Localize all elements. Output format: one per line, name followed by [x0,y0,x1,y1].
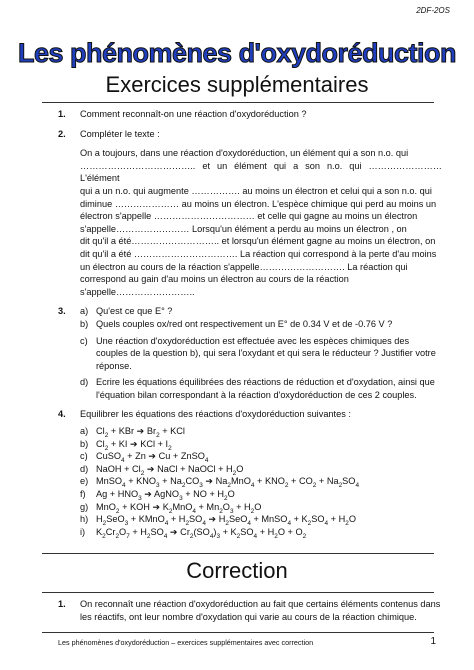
correction-content [58,598,442,623]
sub-text: Qu'est ce que E° ? [96,306,173,317]
text-line: qui a un n.o. qui augmente ……………. au moins un électron et celui qui a son n.o. qui [80,185,432,196]
equation-d: d) NaOH + $Cl_2$ ➔ NaCl + NaOCl + $H_2O$ [80,463,244,477]
question-number: 3. [58,306,66,317]
eq-label: d) [80,463,89,474]
equation-g: g) MnO$_2$ + KOH ➔ $K_2MnO_4 + Mn_2O_3 + H_2O$ [80,501,262,515]
arrow-icon: ➔ [152,501,161,512]
eq-label: f) [80,489,86,500]
correction-heading: Correction [186,558,288,583]
sub-text: Quels couples ox/red ont respectivement un E° de 0.34 V et de -0.76 V ? [96,318,393,329]
equation-a: a) $Cl_2$ + KBr ➔ $Br_2$ + KCl [80,426,185,439]
question-4 [58,408,442,538]
sub-question-d [80,376,442,401]
question-text: Equilibrer les équations des réactions d'oxydoréduction suivantes : [80,409,351,420]
arrow-icon: ➔ [148,451,157,462]
sub-label: d) [80,377,89,388]
arrow-icon: ➔ [208,514,217,525]
question-3 [58,305,442,401]
arrow-icon: ➔ [146,463,155,474]
sub-question-b [80,318,442,331]
eq-label: e) [80,476,89,487]
sub-question-c [80,335,442,373]
equation-h: h) $H_2SeO_3$ + KMnO$_4$ + $H_2SO_4$ ➔ $H_2SeO_4$ + MnSO$_4$ + $K_2SO_4 + H_2O$ [80,514,356,528]
fill-in-text [80,147,442,298]
question-text: Compléter le texte : [80,128,160,139]
equation-i: i) $K_2Cr_2O_7 + H_2SO_4$ ➔ $Cr_2(SO_4)_3 + K_2SO_4 + H_2O + O_2$ [80,526,307,540]
equation-c: c) CuSO$_4$ + Zn ➔ Cu + ZnSO$_4$ [80,451,209,465]
sub-label: c) [80,335,88,346]
text-line: dit qu'il a été ……………………………. La réaction qui correspond à la perte d'au moins [80,248,437,259]
sub-text: Une réaction d'oxydoréduction est effectuée avec les espèces chimiques des couples de la question b), qui sera l'oxydant et qui sera le réducteur ? Justifier votre réponse. [96,335,436,371]
arrow-icon: ➔ [144,489,152,500]
arrow-icon: ➔ [169,526,178,537]
question-number: 2. [58,128,66,139]
divider [42,632,434,633]
text-line: diminue ………………… au moins un électron. L'espèce chimique qui perd au moins un [80,198,437,209]
question-2 [58,128,442,299]
arrow-icon: ➔ [130,438,138,449]
eq-label: i) [80,526,86,537]
equation-f: f) $Ag + HNO_3$ ➔ AgNO$_3$ + NO + $H_2O$ [80,489,235,502]
eq-label: c) [80,451,88,462]
text-line: On a toujours, dans une réaction d'oxydoréduction, un élément qui a son n.o. qui [80,148,409,159]
footer-text: Les phénomènes d'oxydoréduction – exercices supplémentaires avec correction [58,638,314,647]
text-line: électron s'appelle …………………………… et celle qui gagne au moins un électron [80,211,418,222]
page-subtitle: Exercices supplémentaires [105,72,369,97]
page-number: 1 [430,636,436,647]
document-tag: 2DF-2OS [416,6,450,15]
text-line: correspond au gain d'au moins un électron au cours de la réaction [80,274,349,285]
equation-e: e) MnSO$_4$ + $KNO_3 + Na_2CO_3$ ➔ $Na_2MnO_4 + KNO_2 + CO_2 + Na_2SO_4$ [80,476,360,490]
eq-label: a) [80,426,89,437]
sub-label: a) [80,306,89,317]
eq-label: h) [80,514,89,525]
sub-label: b) [80,318,89,329]
arrow-icon: ➔ [136,426,145,437]
page-title: Les phénomènes d'oxydoréduction [18,38,456,68]
divider [42,102,434,103]
equation-b: b) $Cl_2$ + KI ➔ KCl + $I_2$ [80,438,172,452]
question-number: 1. [58,599,66,609]
text-line: ……………………………….. et un élément qui a son n.o. qui …………………… L'élément [80,160,442,184]
divider [42,592,434,593]
divider [42,553,434,554]
sub-question-a [80,305,442,318]
question-text: Comment reconnaît-on une réaction d'oxydoréduction ? [80,109,307,119]
sub-text: Ecrire les équations équilibrées des réactions de réduction et d'oxydation, ainsi que l'équation bilan correspondant à la réaction d'oxydoréduction de ces 2 couples. [96,377,435,400]
arrow-icon: ➔ [205,476,214,487]
eq-label: g) [80,501,89,512]
question-number: 1. [58,109,66,119]
question-1 [58,108,442,121]
question-number: 4. [58,409,66,420]
text-line: s'appelle…………………… Lorsqu'un élément a perdu au moins un électron , on [80,223,407,234]
text-line: un électron au cours de la réaction s'appelle………………………. La réaction qui [80,261,408,272]
answer-text: On reconnaît une réaction d'oxydoréduction au fait que certains éléments contenus dans les réactifs, ont leur nombre d'oxydation qui varie au cours de la réaction chimique. [80,599,441,622]
text-line: s'appelle…………………….. [80,286,195,297]
correction-1 [58,598,442,623]
eq-label: b) [80,438,89,449]
text-line: dit qu'il a été……………………….. et lorsqu'un élément gagne au moins un électron, on [80,236,436,247]
exercise-list [58,108,442,538]
